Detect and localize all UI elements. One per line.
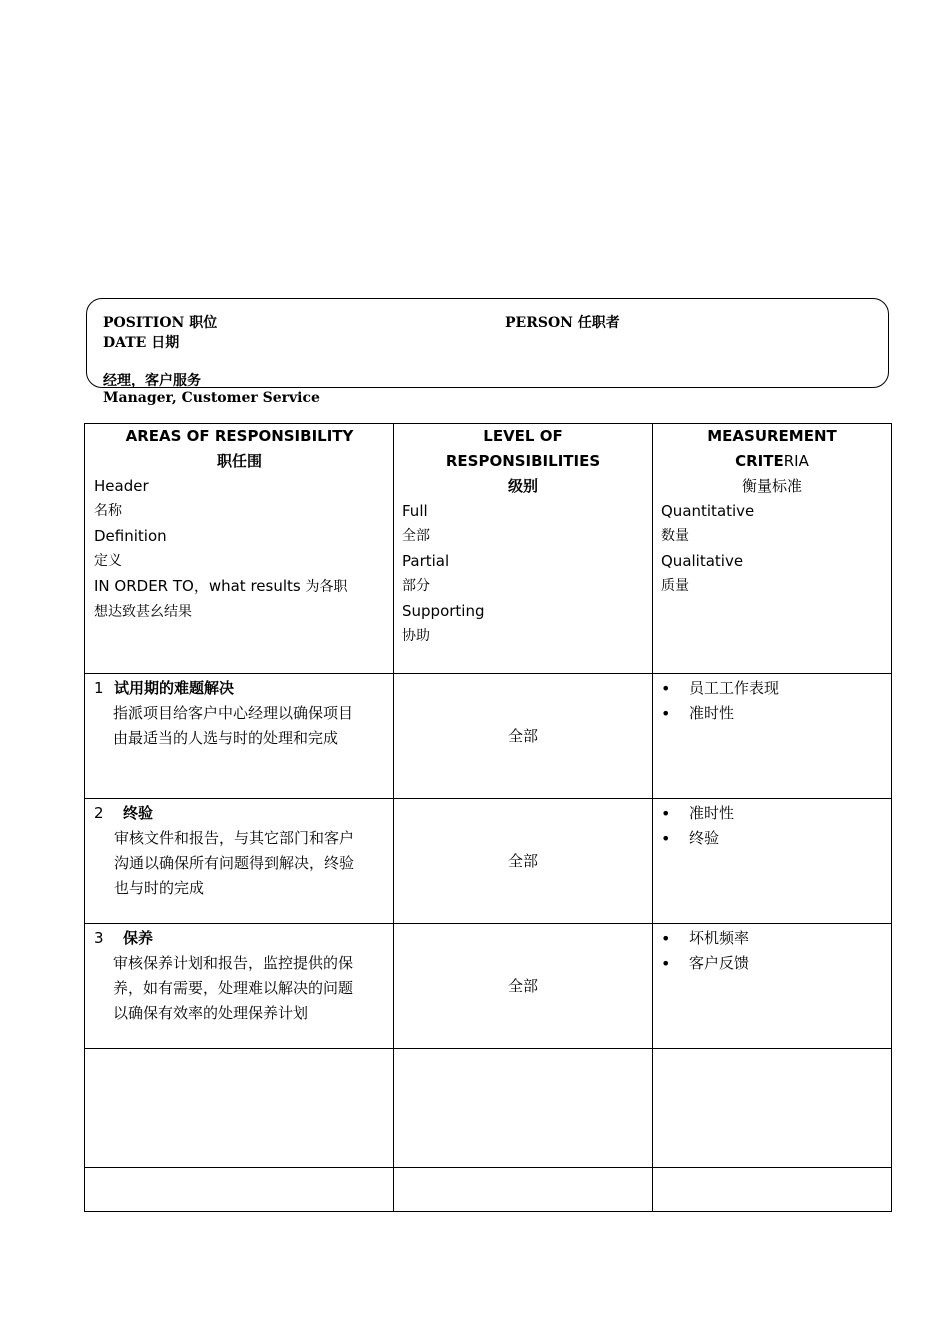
criteria-item: • 员工工作表现 (661, 676, 883, 701)
areas-title-cn: 职任围 (216, 452, 262, 470)
item-number: 1 (94, 679, 104, 697)
criteria-item: • 准时性 (661, 801, 883, 826)
criteria-item: • 终验 (661, 826, 883, 851)
criteria-item: • 坏机频率 (661, 926, 883, 951)
areas-line: 定义 (94, 553, 122, 569)
item-title: 终验 (123, 804, 154, 822)
areas-line: 名称 (94, 503, 122, 519)
level-title-cn: 级别 (507, 477, 538, 495)
level-title-a: LEVEL OF (483, 427, 563, 445)
criteria-title-cn: 衡量标准 (741, 477, 802, 495)
table-header-row (85, 424, 892, 674)
responsibility-table (84, 423, 892, 1212)
level-line: 全部 (402, 528, 430, 544)
empty-cell (653, 1049, 892, 1168)
areas-line: Header (94, 477, 149, 495)
criteria-line: 数量 (661, 528, 689, 544)
criteria-title-b-bold: CRITE (735, 452, 784, 470)
area-cell (85, 799, 394, 924)
position-title-en: Manager, Customer Service (103, 390, 320, 406)
order-text-cn-a: 为各职 (305, 579, 348, 595)
criteria-line: 质量 (661, 578, 689, 594)
item-desc-line: 由最适当的人选与时的处理和完成 (113, 729, 339, 747)
item-title: 保养 (123, 929, 154, 947)
areas-line: Definition (94, 527, 167, 545)
item-desc-line: 养，如有需要，处理难以解决的问题 (113, 979, 354, 997)
item-title: 试用期的难题解决 (114, 679, 235, 697)
table-row (85, 924, 892, 1049)
criteria-cell (653, 674, 892, 799)
criteria-cell (653, 924, 892, 1049)
criteria-line: Quantitative (661, 502, 755, 520)
empty-cell (653, 1168, 892, 1212)
table-row-empty (85, 1168, 892, 1212)
person-label: PERSON 任职者 (505, 315, 620, 331)
empty-cell (394, 1049, 653, 1168)
position-title-cn: 经理，客户服务 (103, 373, 201, 389)
item-desc-line: 审核保养计划和报告，监控提供的保 (113, 954, 354, 972)
area-cell (85, 924, 394, 1049)
empty-cell (85, 1049, 394, 1168)
criteria-title-a: MEASUREMENT (707, 427, 837, 445)
item-heading (94, 926, 385, 951)
table-row (85, 799, 892, 924)
date-label: DATE 日期 (103, 335, 180, 351)
level-line: Full (402, 502, 428, 520)
areas-order-line (94, 574, 385, 600)
level-cell: 全部 (394, 924, 653, 1049)
level-header-cell (394, 424, 653, 674)
item-desc-line: 沟通以确保所有问题得到解决，终验 (114, 854, 355, 872)
areas-order-line-cn: 想达致甚幺结果 (94, 604, 192, 620)
criteria-line: Qualitative (661, 552, 744, 570)
item-heading (94, 801, 385, 826)
areas-header-cell (85, 424, 394, 674)
criteria-title-b-rest: RIA (783, 452, 809, 470)
criteria-item: • 准时性 (661, 701, 883, 726)
criteria-item: • 客户反馈 (661, 951, 883, 976)
level-cell: 全部 (394, 799, 653, 924)
level-line: 部分 (402, 578, 430, 594)
criteria-title-b (661, 449, 883, 474)
criteria-header-cell (653, 424, 892, 674)
item-number: 3 (94, 929, 104, 947)
item-desc-line: 也与时的完成 (114, 879, 205, 897)
empty-cell (85, 1168, 394, 1212)
table-row (85, 674, 892, 799)
empty-cell (394, 1168, 653, 1212)
item-desc-line: 审核文件和报告，与其它部门和客户 (114, 829, 355, 847)
order-text-en: IN ORDER TO，what results (94, 577, 301, 595)
item-desc-line: 指派项目给客户中心经理以确保项目 (113, 704, 354, 722)
level-line: 协助 (402, 628, 430, 644)
level-cell: 全部 (394, 674, 653, 799)
position-label: POSITION 职位 (103, 315, 218, 331)
table-row-empty (85, 1049, 892, 1168)
item-heading (94, 676, 385, 701)
level-line: Partial (402, 552, 450, 570)
areas-title: AREAS OF RESPONSIBILITY (125, 427, 354, 445)
criteria-cell (653, 799, 892, 924)
area-cell (85, 674, 394, 799)
item-number: 2 (94, 804, 104, 822)
level-line: Supporting (402, 602, 485, 620)
level-title-b: RESPONSIBILITIES (445, 452, 601, 470)
item-desc-line: 以确保有效率的处理保养计划 (113, 1004, 309, 1022)
